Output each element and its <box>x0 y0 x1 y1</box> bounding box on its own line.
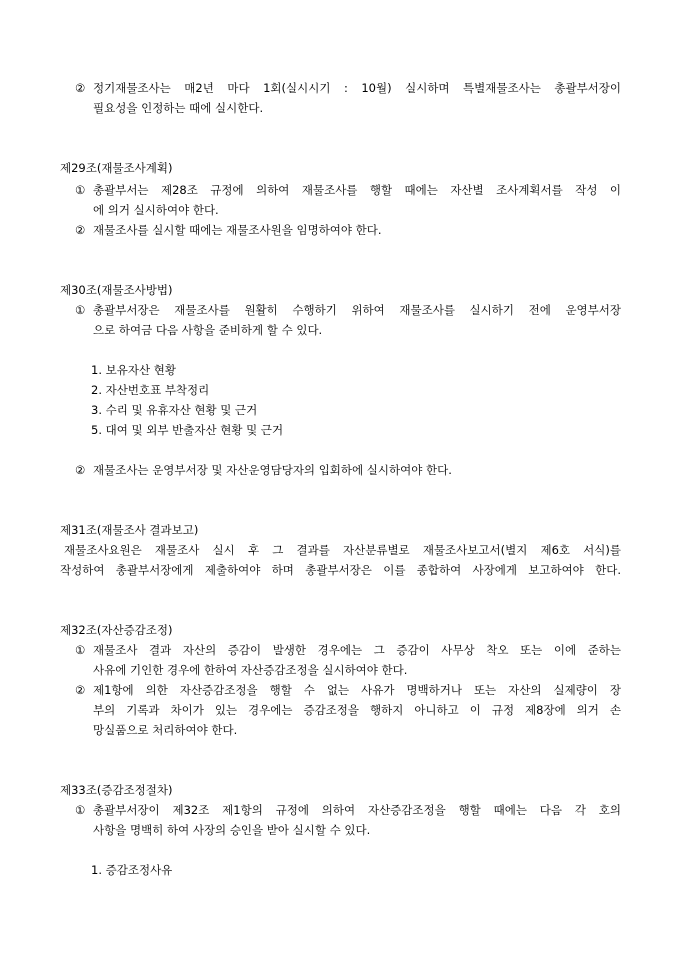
art32-item1-line1: 재물조사 결과 자산의 증감이 발생한 경우에는 그 증감이 사무상 착오 또는 이에 준하는 <box>93 643 621 657</box>
art33-list-item: 1. 증감조정사유 <box>91 863 173 877</box>
art31-line2: 작성하여 총괄부서장에게 제출하여야 하며 총괄부서장은 이를 종합하여 사장에게 보고하여야 한다. <box>60 563 621 577</box>
art29-item1-line1: 총괄부서는 제28조 규정에 의하여 재물조사를 행할 때에는 자산별 조사계획서를 작성 이 <box>93 183 621 197</box>
art29-item2-line1: 재물조사를 실시할 때에는 재물조사원을 임명하여야 한다. <box>93 223 382 237</box>
art30-item1-line1: 총괄부서장은 재물조사를 원활히 수행하기 위하여 재물조사를 실시하기 전에 운영부서장 <box>93 303 621 317</box>
art32-item2-line1: 제1항에 의한 자산증감조정을 행할 수 없는 사유가 명백하거나 또는 자산의 실제량이 장 <box>93 683 621 697</box>
art31-line1: 재물조사요원은 재물조사 실시 후 그 결과를 자산분류별로 재물조사보고서(별지 제6호 서식)를 <box>64 543 621 557</box>
art30-list-item: 3. 수리 및 유휴자산 현황 및 근거 <box>91 403 258 417</box>
art30-item2-marker: ② <box>75 463 86 477</box>
art29-item2-marker: ② <box>75 223 86 237</box>
art33-item1-marker: ① <box>75 803 86 817</box>
art32-item2-line3: 망실품으로 처리하여야 한다. <box>93 723 238 737</box>
art32-item1-marker: ① <box>75 643 86 657</box>
art32-title: 제32조(자산증감조정) <box>60 623 173 637</box>
art30-item2-line1: 재물조사는 운영부서장 및 자산운영담당자의 입회하에 실시하여야 한다. <box>93 463 452 477</box>
art30-title: 제30조(재물조사방법) <box>60 283 173 297</box>
art32-item2-line2: 부의 기록과 차이가 있는 경우에는 증감조정을 행하지 아니하고 이 규정 제8장에 의거 손 <box>93 703 621 717</box>
art28-item2-line2: 필요성을 인정하는 때에 실시한다. <box>93 101 264 115</box>
art28-item2-marker: ② <box>75 81 86 95</box>
art29-item1-line2: 에 의거 실시하여야 한다. <box>93 203 219 217</box>
art30-list-item: 1. 보유자산 현황 <box>91 363 176 377</box>
art33-title: 제33조(증감조정절차) <box>60 783 173 797</box>
art33-item1-line2: 사항을 명백히 하여 사장의 승인을 받아 실시할 수 있다. <box>93 823 371 837</box>
art29-title: 제29조(재물조사계획) <box>60 161 173 175</box>
art29-item1-marker: ① <box>75 183 86 197</box>
art33-item1-line1: 총괄부서장이 제32조 제1항의 규정에 의하여 자산증감조정을 행할 때에는 다음 각 호의 <box>93 803 621 817</box>
art32-item1-line2: 사유에 기인한 경우에 한하여 자산증감조정을 실시하여야 한다. <box>93 663 408 677</box>
art31-title: 제31조(재물조사 결과보고) <box>60 523 199 537</box>
art30-item1-marker: ① <box>75 303 86 317</box>
art28-item2-line1: 정기재물조사는 매2년 마다 1회(실시시기 : 10월) 실시하며 특별재물조사는 총괄부서장이 <box>93 81 621 95</box>
art30-list-item: 2. 자산번호표 부착정리 <box>91 383 210 397</box>
art30-list-item: 5. 대여 및 외부 반출자산 현황 및 근거 <box>91 423 284 437</box>
art30-item1-line2: 으로 하여금 다음 사항을 준비하게 할 수 있다. <box>93 323 323 337</box>
art32-item2-marker: ② <box>75 683 86 697</box>
